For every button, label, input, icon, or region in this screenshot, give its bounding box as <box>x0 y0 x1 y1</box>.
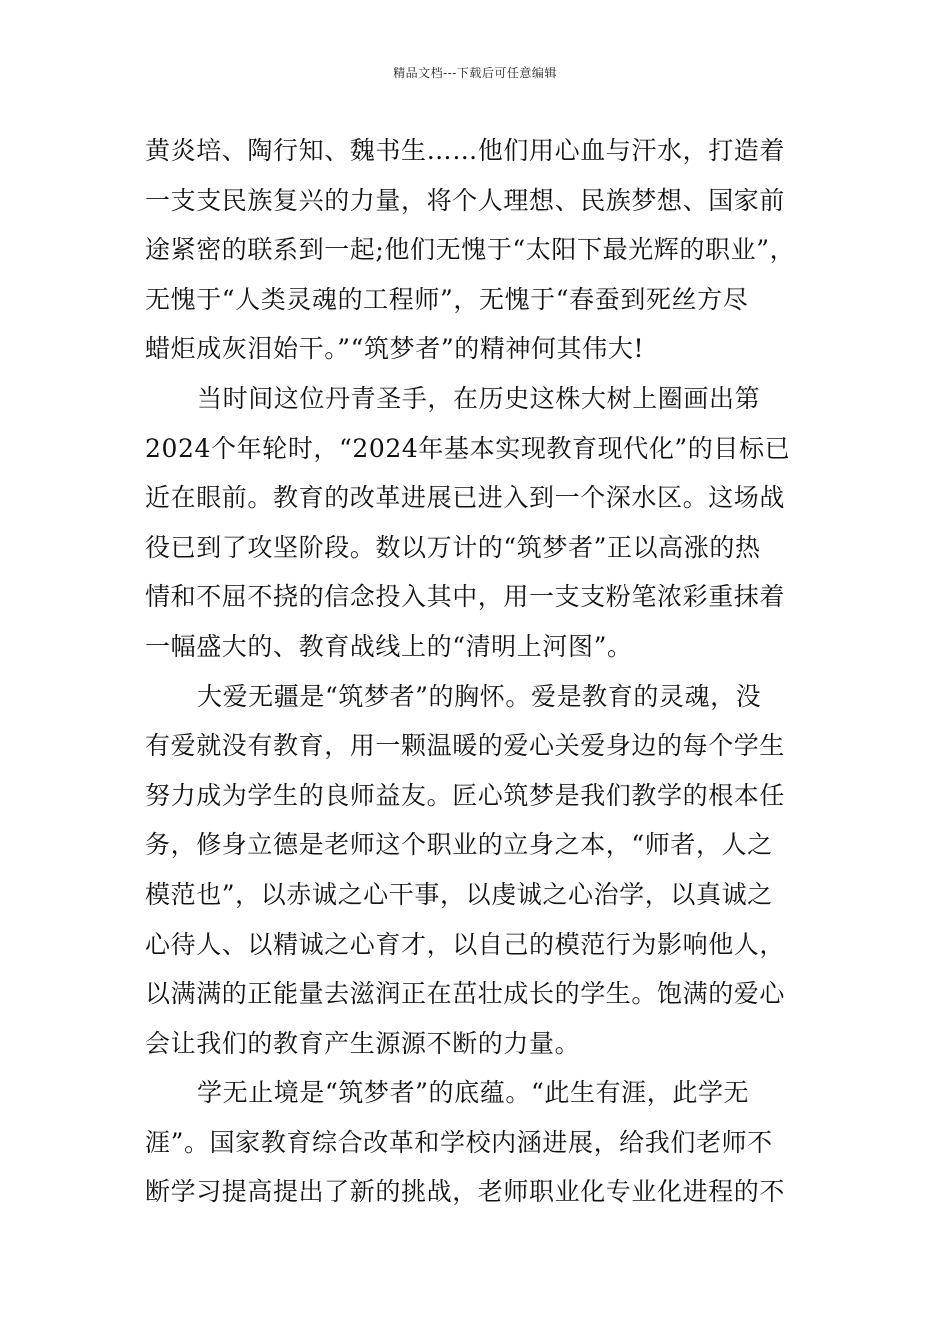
document-body <box>145 126 825 1217</box>
text-line: 涯”。国家教育综合改革和学校内涵进展，给我们老师不 <box>145 1127 773 1157</box>
text-line: 努力成为学生的良师益友。匠心筑梦是我们教学的根本任 <box>145 780 786 810</box>
paragraph-first-line: 学无止境是“筑梦者”的底蕴。“此生有涯，此学无 <box>197 1078 750 1108</box>
text-line: 会让我们的教育产生源源不断的力量。 <box>145 1028 581 1058</box>
text-line: 蜡炬成灰泪始干。”“筑梦者”的精神何其伟大! <box>145 334 645 364</box>
text-line: 近在眼前。教育的改革进展已进入到一个深水区。这场战 <box>145 483 786 513</box>
page-header: 精品文档---下载后可任意编辑 <box>393 66 557 80</box>
text-line: 无愧于“人类灵魂的工程师”，无愧于“春蚕到死丝方尽 <box>145 284 749 314</box>
text-line: 一幅盛大的、教育战线上的“清明上河图”。 <box>145 631 633 661</box>
paragraph-first-line: 当时间这位丹青圣手，在历史这株大树上圈画出第 <box>197 383 761 413</box>
text-line: 黄炎培、陶行知、魏书生……他们用心血与汗水，打造着 <box>145 136 786 165</box>
text-line: 务，修身立德是老师这个职业的立身之本，“师者，人之 <box>145 830 773 860</box>
text-line: 途紧密的联系到一起;他们无愧于“太阳下最光辉的职业”， <box>145 235 796 265</box>
text-line: 模范也”，以赤诚之心干事，以虔诚之心治学，以真诚之 <box>145 879 773 909</box>
text-line: 有爱就没有教育，用一颗温暖的爱心关爱身边的每个学生 <box>145 731 786 761</box>
text-line: 断学习提高提出了新的挑战，老师职业化专业化进程的不 <box>145 1177 786 1207</box>
text-line: 情和不屈不挠的信念投入其中，用一支支粉笔浓彩重抹着 <box>145 582 786 612</box>
text-line: 心待人、以精诚之心育才，以自己的模范行为影响他人， <box>145 929 786 959</box>
paragraph-first-line: 大爱无疆是“筑梦者”的胸怀。爱是教育的灵魂，没 <box>197 681 762 711</box>
text-line: 以满满的正能量去滋润正在茁壮成长的学生。饱满的爱心 <box>145 979 786 1009</box>
text-line: 役已到了攻坚阶段。数以万计的“筑梦者”正以高涨的热 <box>145 532 761 562</box>
text-line: 一支支民族复兴的力量，将个人理想、民族梦想、国家前 <box>145 185 786 215</box>
text-line: 2024个年轮时，“2024年基本实现教育现代化”的目标已 <box>145 433 791 463</box>
